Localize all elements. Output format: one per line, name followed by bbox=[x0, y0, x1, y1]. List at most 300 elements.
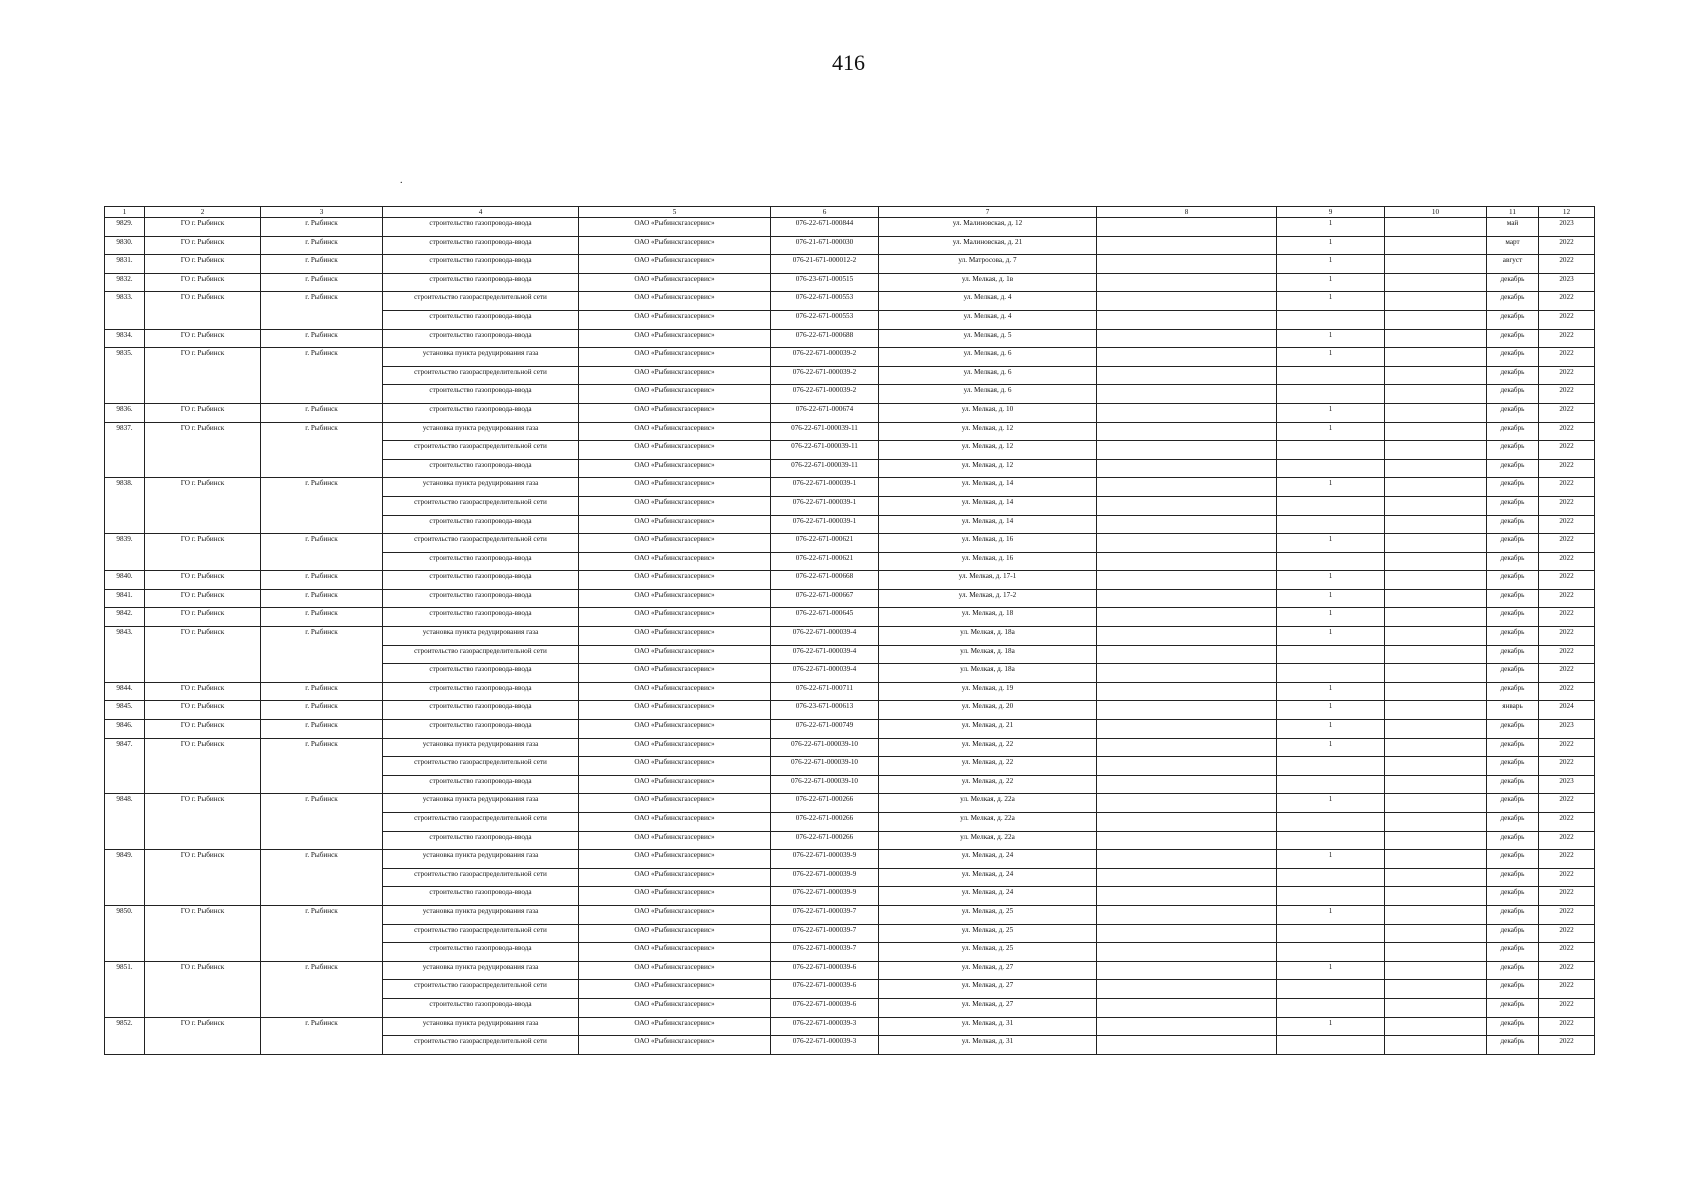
row-number: 9832. bbox=[105, 273, 145, 292]
year-cell: 2024 bbox=[1539, 701, 1595, 720]
object-code-cell: 076-22-671-000621 bbox=[771, 534, 879, 553]
row-number: 9848. bbox=[105, 794, 145, 850]
month-cell: январь bbox=[1487, 701, 1539, 720]
quantity-cell: 1 bbox=[1277, 422, 1385, 441]
address-cell: ул. Матросова, д. 7 bbox=[879, 255, 1097, 274]
column-8-cell bbox=[1097, 961, 1277, 980]
quantity-cell: 1 bbox=[1277, 534, 1385, 553]
object-code-cell: 076-22-671-000039-1 bbox=[771, 496, 879, 515]
column-10-cell bbox=[1385, 943, 1487, 962]
month-cell: декабрь bbox=[1487, 887, 1539, 906]
organization-cell: ОАО «Рыбинскгазсервис» bbox=[579, 627, 771, 646]
address-cell: ул. Мелкая, д. 12 bbox=[879, 441, 1097, 460]
quantity-cell: 1 bbox=[1277, 589, 1385, 608]
table-row bbox=[105, 534, 1595, 553]
table-row bbox=[105, 571, 1595, 590]
organization-cell: ОАО «Рыбинскгазсервис» bbox=[579, 255, 771, 274]
column-8-cell bbox=[1097, 515, 1277, 534]
work-type-cell: строительство газопровода-ввода bbox=[383, 385, 579, 404]
object-code-cell: 076-22-671-000039-11 bbox=[771, 459, 879, 478]
municipality-cell: ГО г. Рыбинск bbox=[145, 738, 261, 794]
work-type-cell: строительство газораспределительной сети bbox=[383, 292, 579, 311]
month-cell: декабрь bbox=[1487, 775, 1539, 794]
organization-cell: ОАО «Рыбинскгазсервис» bbox=[579, 775, 771, 794]
quantity-cell bbox=[1277, 515, 1385, 534]
organization-cell: ОАО «Рыбинскгазсервис» bbox=[579, 310, 771, 329]
address-cell: ул. Мелкая, д. 12 bbox=[879, 459, 1097, 478]
locality-cell: г. Рыбинск bbox=[261, 961, 383, 1017]
table-row bbox=[105, 1017, 1595, 1036]
table-row bbox=[105, 236, 1595, 255]
quantity-cell: 1 bbox=[1277, 273, 1385, 292]
column-10-cell bbox=[1385, 459, 1487, 478]
work-type-cell: строительство газопровода-ввода bbox=[383, 887, 579, 906]
object-code-cell: 076-22-671-000749 bbox=[771, 720, 879, 739]
month-cell: март bbox=[1487, 236, 1539, 255]
work-type-cell: установка пункта редуцирования газа bbox=[383, 1017, 579, 1036]
column-8-cell bbox=[1097, 385, 1277, 404]
municipality-cell: ГО г. Рыбинск bbox=[145, 534, 261, 571]
year-cell: 2022 bbox=[1539, 868, 1595, 887]
column-10-cell bbox=[1385, 813, 1487, 832]
column-8-cell bbox=[1097, 627, 1277, 646]
organization-cell: ОАО «Рыбинскгазсервис» bbox=[579, 943, 771, 962]
column-8-cell bbox=[1097, 813, 1277, 832]
address-cell: ул. Мелкая, д. 31 bbox=[879, 1036, 1097, 1055]
year-cell: 2022 bbox=[1539, 422, 1595, 441]
column-10-cell bbox=[1385, 608, 1487, 627]
table-row bbox=[105, 403, 1595, 422]
municipality-cell: ГО г. Рыбинск bbox=[145, 720, 261, 739]
object-code-cell: 076-22-671-000039-4 bbox=[771, 645, 879, 664]
year-cell: 2022 bbox=[1539, 738, 1595, 757]
organization-cell: ОАО «Рыбинскгазсервис» bbox=[579, 348, 771, 367]
table-row bbox=[105, 273, 1595, 292]
column-10-cell bbox=[1385, 441, 1487, 460]
column-8-cell bbox=[1097, 998, 1277, 1017]
work-type-cell: строительство газораспределительной сети bbox=[383, 534, 579, 553]
work-type-cell: строительство газопровода-ввода bbox=[383, 571, 579, 590]
row-number: 9831. bbox=[105, 255, 145, 274]
column-10-cell bbox=[1385, 422, 1487, 441]
column-10-cell bbox=[1385, 403, 1487, 422]
month-cell: декабрь bbox=[1487, 645, 1539, 664]
municipality-cell: ГО г. Рыбинск bbox=[145, 682, 261, 701]
row-number: 9844. bbox=[105, 682, 145, 701]
address-cell: ул. Мелкая, д. 6 bbox=[879, 366, 1097, 385]
address-cell: ул. Мелкая, д. 25 bbox=[879, 905, 1097, 924]
month-cell: декабрь bbox=[1487, 738, 1539, 757]
locality-cell: г. Рыбинск bbox=[261, 236, 383, 255]
work-type-cell: строительство газораспределительной сети bbox=[383, 980, 579, 999]
row-number: 9847. bbox=[105, 738, 145, 794]
column-10-cell bbox=[1385, 1017, 1487, 1036]
object-code-cell: 076-22-671-000039-1 bbox=[771, 478, 879, 497]
year-cell: 2022 bbox=[1539, 794, 1595, 813]
column-10-cell bbox=[1385, 775, 1487, 794]
column-8-cell bbox=[1097, 292, 1277, 311]
column-10-cell bbox=[1385, 1036, 1487, 1055]
object-code-cell: 076-22-671-000039-3 bbox=[771, 1017, 879, 1036]
row-number: 9839. bbox=[105, 534, 145, 571]
organization-cell: ОАО «Рыбинскгазсервис» bbox=[579, 515, 771, 534]
month-cell: декабрь bbox=[1487, 868, 1539, 887]
organization-cell: ОАО «Рыбинскгазсервис» bbox=[579, 813, 771, 832]
column-8-cell bbox=[1097, 366, 1277, 385]
row-number: 9842. bbox=[105, 608, 145, 627]
object-code-cell: 076-22-671-000844 bbox=[771, 218, 879, 237]
object-code-cell: 076-22-671-000039-7 bbox=[771, 905, 879, 924]
column-10-cell bbox=[1385, 905, 1487, 924]
column-10-cell bbox=[1385, 310, 1487, 329]
month-cell: декабрь bbox=[1487, 682, 1539, 701]
page-number: 416 bbox=[832, 50, 865, 75]
object-code-cell: 076-22-671-000645 bbox=[771, 608, 879, 627]
address-cell: ул. Малиновская, д. 21 bbox=[879, 236, 1097, 255]
column-10-cell bbox=[1385, 534, 1487, 553]
locality-cell: г. Рыбинск bbox=[261, 403, 383, 422]
address-cell: ул. Малиновская, д. 12 bbox=[879, 218, 1097, 237]
quantity-cell bbox=[1277, 757, 1385, 776]
column-10-cell bbox=[1385, 850, 1487, 869]
month-cell: декабрь bbox=[1487, 459, 1539, 478]
address-cell: ул. Мелкая, д. 6 bbox=[879, 348, 1097, 367]
column-8-cell bbox=[1097, 441, 1277, 460]
month-cell: декабрь bbox=[1487, 441, 1539, 460]
quantity-cell: 1 bbox=[1277, 905, 1385, 924]
object-code-cell: 076-22-671-000039-6 bbox=[771, 980, 879, 999]
year-cell: 2022 bbox=[1539, 887, 1595, 906]
year-cell: 2022 bbox=[1539, 236, 1595, 255]
organization-cell: ОАО «Рыбинскгазсервис» bbox=[579, 496, 771, 515]
address-cell: ул. Мелкая, д. 6 bbox=[879, 385, 1097, 404]
column-8-cell bbox=[1097, 831, 1277, 850]
quantity-cell: 1 bbox=[1277, 218, 1385, 237]
organization-cell: ОАО «Рыбинскгазсервис» bbox=[579, 366, 771, 385]
month-cell: декабрь bbox=[1487, 831, 1539, 850]
column-10-cell bbox=[1385, 887, 1487, 906]
month-cell: декабрь bbox=[1487, 1017, 1539, 1036]
locality-cell: г. Рыбинск bbox=[261, 794, 383, 850]
column-header: 6 bbox=[771, 207, 879, 218]
address-cell: ул. Мелкая, д. 18 bbox=[879, 608, 1097, 627]
column-10-cell bbox=[1385, 571, 1487, 590]
quantity-cell: 1 bbox=[1277, 720, 1385, 739]
quantity-cell: 1 bbox=[1277, 608, 1385, 627]
row-number: 9829. bbox=[105, 218, 145, 237]
column-8-cell bbox=[1097, 775, 1277, 794]
locality-cell: г. Рыбинск bbox=[261, 255, 383, 274]
organization-cell: ОАО «Рыбинскгазсервис» bbox=[579, 664, 771, 683]
year-cell: 2022 bbox=[1539, 552, 1595, 571]
month-cell: декабрь bbox=[1487, 757, 1539, 776]
column-10-cell bbox=[1385, 273, 1487, 292]
object-code-cell: 076-22-671-000039-10 bbox=[771, 757, 879, 776]
object-code-cell: 076-23-671-000613 bbox=[771, 701, 879, 720]
table-row bbox=[105, 682, 1595, 701]
month-cell: декабрь bbox=[1487, 905, 1539, 924]
work-type-cell: строительство газопровода-ввода bbox=[383, 608, 579, 627]
column-8-cell bbox=[1097, 645, 1277, 664]
column-header: 3 bbox=[261, 207, 383, 218]
column-10-cell bbox=[1385, 645, 1487, 664]
locality-cell: г. Рыбинск bbox=[261, 534, 383, 571]
year-cell: 2022 bbox=[1539, 664, 1595, 683]
organization-cell: ОАО «Рыбинскгазсервис» bbox=[579, 385, 771, 404]
organization-cell: ОАО «Рыбинскгазсервис» bbox=[579, 459, 771, 478]
quantity-cell: 1 bbox=[1277, 627, 1385, 646]
organization-cell: ОАО «Рыбинскгазсервис» bbox=[579, 534, 771, 553]
object-code-cell: 076-22-671-000039-3 bbox=[771, 1036, 879, 1055]
municipality-cell: ГО г. Рыбинск bbox=[145, 273, 261, 292]
municipality-cell: ГО г. Рыбинск bbox=[145, 478, 261, 534]
quantity-cell bbox=[1277, 385, 1385, 404]
column-8-cell bbox=[1097, 738, 1277, 757]
column-header: 11 bbox=[1487, 207, 1539, 218]
object-code-cell: 076-22-671-000039-7 bbox=[771, 924, 879, 943]
row-number: 9841. bbox=[105, 589, 145, 608]
column-10-cell bbox=[1385, 980, 1487, 999]
row-number: 9836. bbox=[105, 403, 145, 422]
work-type-cell: строительство газопровода-ввода bbox=[383, 273, 579, 292]
quantity-cell bbox=[1277, 552, 1385, 571]
column-10-cell bbox=[1385, 831, 1487, 850]
address-cell: ул. Мелкая, д. 24 bbox=[879, 868, 1097, 887]
year-cell: 2022 bbox=[1539, 831, 1595, 850]
organization-cell: ОАО «Рыбинскгазсервис» bbox=[579, 645, 771, 664]
year-cell: 2022 bbox=[1539, 813, 1595, 832]
month-cell: декабрь bbox=[1487, 998, 1539, 1017]
column-8-cell bbox=[1097, 664, 1277, 683]
address-cell: ул. Мелкая, д. 22 bbox=[879, 757, 1097, 776]
organization-cell: ОАО «Рыбинскгазсервис» bbox=[579, 422, 771, 441]
organization-cell: ОАО «Рыбинскгазсервис» bbox=[579, 887, 771, 906]
locality-cell: г. Рыбинск bbox=[261, 738, 383, 794]
work-type-cell: установка пункта редуцирования газа bbox=[383, 905, 579, 924]
quantity-cell: 1 bbox=[1277, 329, 1385, 348]
year-cell: 2022 bbox=[1539, 850, 1595, 869]
organization-cell: ОАО «Рыбинскгазсервис» bbox=[579, 236, 771, 255]
year-cell: 2022 bbox=[1539, 292, 1595, 311]
column-10-cell bbox=[1385, 255, 1487, 274]
organization-cell: ОАО «Рыбинскгазсервис» bbox=[579, 218, 771, 237]
locality-cell: г. Рыбинск bbox=[261, 329, 383, 348]
month-cell: декабрь bbox=[1487, 794, 1539, 813]
work-type-cell: строительство газопровода-ввода bbox=[383, 236, 579, 255]
column-8-cell bbox=[1097, 552, 1277, 571]
work-type-cell: установка пункта редуцирования газа bbox=[383, 961, 579, 980]
column-8-cell bbox=[1097, 496, 1277, 515]
object-code-cell: 076-22-671-000039-9 bbox=[771, 850, 879, 869]
column-10-cell bbox=[1385, 348, 1487, 367]
object-code-cell: 076-22-671-000039-11 bbox=[771, 422, 879, 441]
quantity-cell: 1 bbox=[1277, 682, 1385, 701]
year-cell: 2023 bbox=[1539, 775, 1595, 794]
municipality-cell: ГО г. Рыбинск bbox=[145, 1017, 261, 1054]
work-type-cell: строительство газопровода-ввода bbox=[383, 403, 579, 422]
municipality-cell: ГО г. Рыбинск bbox=[145, 348, 261, 404]
object-code-cell: 076-22-671-000039-9 bbox=[771, 887, 879, 906]
object-code-cell: 076-22-671-000039-7 bbox=[771, 943, 879, 962]
table-row bbox=[105, 627, 1595, 646]
column-10-cell bbox=[1385, 478, 1487, 497]
work-type-cell: строительство газораспределительной сети bbox=[383, 366, 579, 385]
address-cell: ул. Мелкая, д. 25 bbox=[879, 943, 1097, 962]
column-10-cell bbox=[1385, 682, 1487, 701]
address-cell: ул. Мелкая, д. 27 bbox=[879, 980, 1097, 999]
table-row bbox=[105, 905, 1595, 924]
address-cell: ул. Мелкая, д. 17-1 bbox=[879, 571, 1097, 590]
locality-cell: г. Рыбинск bbox=[261, 608, 383, 627]
address-cell: ул. Мелкая, д. 27 bbox=[879, 998, 1097, 1017]
address-cell: ул. Мелкая, д. 21 bbox=[879, 720, 1097, 739]
locality-cell: г. Рыбинск bbox=[261, 478, 383, 534]
quantity-cell bbox=[1277, 831, 1385, 850]
object-code-cell: 076-22-671-000711 bbox=[771, 682, 879, 701]
address-cell: ул. Мелкая, д. 31 bbox=[879, 1017, 1097, 1036]
address-cell: ул. Мелкая, д. 18а bbox=[879, 664, 1097, 683]
organization-cell: ОАО «Рыбинскгазсервис» bbox=[579, 329, 771, 348]
column-8-cell bbox=[1097, 571, 1277, 590]
work-type-cell: строительство газопровода-ввода bbox=[383, 701, 579, 720]
column-8-cell bbox=[1097, 701, 1277, 720]
organization-cell: ОАО «Рыбинскгазсервис» bbox=[579, 794, 771, 813]
table-row bbox=[105, 608, 1595, 627]
row-number: 9840. bbox=[105, 571, 145, 590]
organization-cell: ОАО «Рыбинскгазсервис» bbox=[579, 738, 771, 757]
municipality-cell: ГО г. Рыбинск bbox=[145, 627, 261, 683]
year-cell: 2022 bbox=[1539, 478, 1595, 497]
work-type-cell: строительство газораспределительной сети bbox=[383, 496, 579, 515]
quantity-cell: 1 bbox=[1277, 571, 1385, 590]
column-8-cell bbox=[1097, 255, 1277, 274]
locality-cell: г. Рыбинск bbox=[261, 218, 383, 237]
work-type-cell: строительство газопровода-ввода bbox=[383, 515, 579, 534]
year-cell: 2022 bbox=[1539, 515, 1595, 534]
address-cell: ул. Мелкая, д. 22 bbox=[879, 738, 1097, 757]
column-header: 8 bbox=[1097, 207, 1277, 218]
organization-cell: ОАО «Рыбинскгазсервис» bbox=[579, 850, 771, 869]
municipality-cell: ГО г. Рыбинск bbox=[145, 422, 261, 478]
work-type-cell: строительство газопровода-ввода bbox=[383, 218, 579, 237]
address-cell: ул. Мелкая, д. 22 bbox=[879, 775, 1097, 794]
month-cell: декабрь bbox=[1487, 534, 1539, 553]
column-10-cell bbox=[1385, 515, 1487, 534]
address-cell: ул. Мелкая, д. 19 bbox=[879, 682, 1097, 701]
municipality-cell: ГО г. Рыбинск bbox=[145, 608, 261, 627]
object-code-cell: 076-21-671-000012-2 bbox=[771, 255, 879, 274]
municipality-cell: ГО г. Рыбинск bbox=[145, 292, 261, 329]
table-row bbox=[105, 738, 1595, 757]
month-cell: декабрь bbox=[1487, 608, 1539, 627]
municipality-cell: ГО г. Рыбинск bbox=[145, 850, 261, 906]
table-row bbox=[105, 329, 1595, 348]
quantity-cell bbox=[1277, 868, 1385, 887]
work-type-cell: строительство газораспределительной сети bbox=[383, 813, 579, 832]
column-10-cell bbox=[1385, 720, 1487, 739]
organization-cell: ОАО «Рыбинскгазсервис» bbox=[579, 757, 771, 776]
address-cell: ул. Мелкая, д. 22а bbox=[879, 813, 1097, 832]
row-number: 9846. bbox=[105, 720, 145, 739]
month-cell: декабрь bbox=[1487, 403, 1539, 422]
object-code-cell: 076-22-671-000039-4 bbox=[771, 627, 879, 646]
work-type-cell: строительство газораспределительной сети bbox=[383, 645, 579, 664]
table-row bbox=[105, 589, 1595, 608]
column-8-cell bbox=[1097, 887, 1277, 906]
quantity-cell bbox=[1277, 645, 1385, 664]
row-number: 9835. bbox=[105, 348, 145, 404]
column-8-cell bbox=[1097, 403, 1277, 422]
organization-cell: ОАО «Рыбинскгазсервис» bbox=[579, 1036, 771, 1055]
month-cell: декабрь bbox=[1487, 292, 1539, 311]
municipality-cell: ГО г. Рыбинск bbox=[145, 589, 261, 608]
year-cell: 2022 bbox=[1539, 682, 1595, 701]
year-cell: 2022 bbox=[1539, 905, 1595, 924]
quantity-cell: 1 bbox=[1277, 738, 1385, 757]
year-cell: 2022 bbox=[1539, 459, 1595, 478]
object-code-cell: 076-21-671-000030 bbox=[771, 236, 879, 255]
column-8-cell bbox=[1097, 608, 1277, 627]
work-type-cell: строительство газопровода-ввода bbox=[383, 943, 579, 962]
locality-cell: г. Рыбинск bbox=[261, 1017, 383, 1054]
municipality-cell: ГО г. Рыбинск bbox=[145, 571, 261, 590]
locality-cell: г. Рыбинск bbox=[261, 273, 383, 292]
work-type-cell: строительство газораспределительной сети bbox=[383, 868, 579, 887]
municipality-cell: ГО г. Рыбинск bbox=[145, 961, 261, 1017]
year-cell: 2023 bbox=[1539, 218, 1595, 237]
address-cell: ул. Мелкая, д. 27 bbox=[879, 961, 1097, 980]
work-type-cell: строительство газопровода-ввода bbox=[383, 310, 579, 329]
quantity-cell: 1 bbox=[1277, 794, 1385, 813]
quantity-cell: 1 bbox=[1277, 255, 1385, 274]
quantity-cell: 1 bbox=[1277, 701, 1385, 720]
month-cell: декабрь bbox=[1487, 478, 1539, 497]
object-code-cell: 076-22-671-000039-11 bbox=[771, 441, 879, 460]
address-cell: ул. Мелкая, д. 16 bbox=[879, 552, 1097, 571]
month-cell: декабрь bbox=[1487, 515, 1539, 534]
table-row bbox=[105, 255, 1595, 274]
row-number: 9850. bbox=[105, 905, 145, 961]
month-cell: декабрь bbox=[1487, 273, 1539, 292]
address-cell: ул. Мелкая, д. 14 bbox=[879, 515, 1097, 534]
column-8-cell bbox=[1097, 868, 1277, 887]
column-header: 9 bbox=[1277, 207, 1385, 218]
address-cell: ул. Мелкая, д. 20 bbox=[879, 701, 1097, 720]
object-code-cell: 076-22-671-000667 bbox=[771, 589, 879, 608]
address-cell: ул. Мелкая, д. 18а bbox=[879, 645, 1097, 664]
work-type-cell: установка пункта редуцирования газа bbox=[383, 850, 579, 869]
organization-cell: ОАО «Рыбинскгазсервис» bbox=[579, 571, 771, 590]
row-number: 9843. bbox=[105, 627, 145, 683]
month-cell: декабрь bbox=[1487, 496, 1539, 515]
locality-cell: г. Рыбинск bbox=[261, 348, 383, 404]
quantity-cell: 1 bbox=[1277, 403, 1385, 422]
locality-cell: г. Рыбинск bbox=[261, 720, 383, 739]
locality-cell: г. Рыбинск bbox=[261, 589, 383, 608]
quantity-cell bbox=[1277, 441, 1385, 460]
locality-cell: г. Рыбинск bbox=[261, 571, 383, 590]
column-10-cell bbox=[1385, 998, 1487, 1017]
column-10-cell bbox=[1385, 924, 1487, 943]
work-type-cell: строительство газопровода-ввода bbox=[383, 682, 579, 701]
address-cell: ул. Мелкая, д. 12 bbox=[879, 422, 1097, 441]
object-code-cell: 076-22-671-000688 bbox=[771, 329, 879, 348]
organization-cell: ОАО «Рыбинскгазсервис» bbox=[579, 478, 771, 497]
column-8-cell bbox=[1097, 850, 1277, 869]
year-cell: 2022 bbox=[1539, 980, 1595, 999]
work-type-cell: строительство газораспределительной сети bbox=[383, 1036, 579, 1055]
address-cell: ул. Мелкая, д. 16 bbox=[879, 534, 1097, 553]
